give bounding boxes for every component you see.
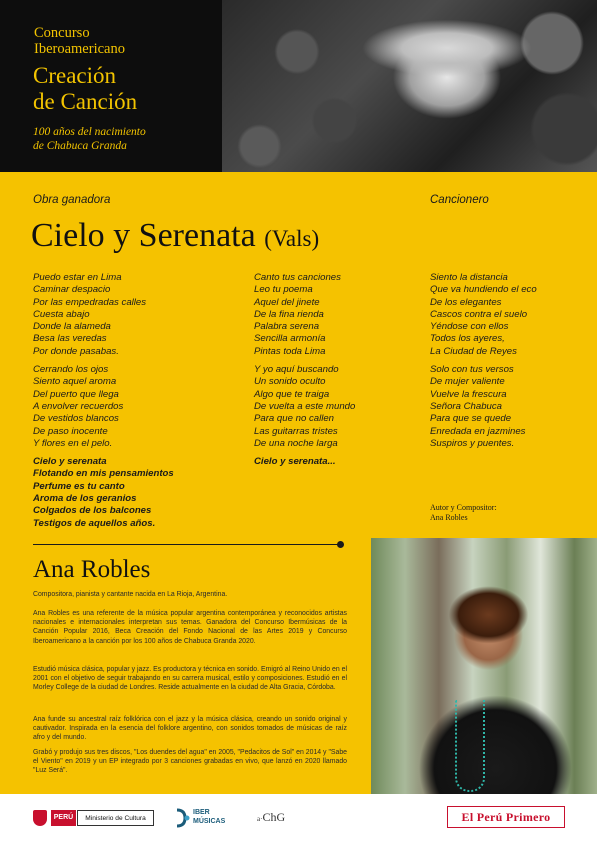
lyric-line: Cielo y serenata... bbox=[254, 456, 336, 468]
lyric-line: De la fina rienda bbox=[254, 308, 324, 320]
credit-name: Ana Robles bbox=[430, 513, 468, 522]
section-divider bbox=[33, 544, 340, 545]
lyric-line: Donde la alameda bbox=[33, 321, 111, 333]
lyric-line: Leo tu poema bbox=[254, 284, 313, 296]
lyric-line: Señora Chabuca bbox=[430, 400, 503, 412]
contest-title: Creación bbox=[33, 63, 117, 88]
lyric-line: Siento la distancia bbox=[430, 272, 508, 283]
lyric-line: Palabra serena bbox=[254, 321, 320, 333]
lyric-line: Suspiros y puentes. bbox=[430, 437, 515, 449]
chg-logo bbox=[257, 810, 285, 825]
lyric-line: Y yo aquí buscando bbox=[254, 364, 339, 376]
lyric-line: Algo que te traiga bbox=[254, 388, 330, 400]
song-title bbox=[31, 217, 319, 255]
lyric-line: La Ciudad de Reyes bbox=[430, 345, 517, 357]
lyric-line: De vestidos blancos bbox=[33, 413, 119, 425]
contest-title-2: de Canción bbox=[33, 89, 138, 114]
lyrics-column-3 bbox=[430, 272, 537, 450]
lyric-line: Aroma de los geranios bbox=[33, 493, 137, 505]
lyric-line: Besa las veredas bbox=[33, 333, 107, 345]
lyric-line: Un sonido oculto bbox=[254, 376, 326, 388]
peru-logo: PERÚ bbox=[51, 810, 76, 826]
bio-paragraph: Ana funde su ancestral raíz folklórica con el jazz y la música clásica, creando un sonido original y cautivador. Inspirada en la esencia del folklore argentino, con sonidos tomados de músicas de raíz afro y del mundo. bbox=[33, 716, 347, 742]
lyric-line: De mujer valiente bbox=[430, 376, 505, 388]
author-credit bbox=[430, 503, 497, 523]
lyric-line: A envolver recuerdos bbox=[33, 400, 124, 412]
lyric-line: Vuelve la frescura bbox=[430, 388, 507, 400]
lyric-line: Cascos contra el suelo bbox=[430, 308, 528, 320]
necklace-detail bbox=[455, 700, 485, 792]
ibermusicas-icon bbox=[175, 808, 191, 828]
lyric-line: De una noche larga bbox=[254, 437, 338, 449]
lyric-line: Pintas toda Lima bbox=[254, 345, 326, 357]
lyric-line: Siento aquel aroma bbox=[33, 376, 117, 388]
peru-shield-icon bbox=[33, 810, 47, 826]
lyric-line: Yéndose con ellos bbox=[430, 321, 509, 333]
song-genre: (Vals) bbox=[264, 226, 320, 251]
anniversary-line: 100 años del nacimiento bbox=[33, 126, 146, 138]
lyric-line: Solo con tus versos bbox=[430, 364, 514, 376]
lyric-line: Y flores en el pelo. bbox=[33, 437, 113, 449]
lyric-line: Del puerto que llega bbox=[33, 388, 119, 400]
lyric-line: Sencilla armonía bbox=[254, 333, 326, 345]
winning-work-label: Obra ganadora bbox=[33, 194, 111, 206]
artist-name: Ana Robles bbox=[33, 556, 151, 583]
lyric-line: Para que se quede bbox=[430, 413, 512, 425]
iber-text: IBER bbox=[193, 809, 210, 816]
ibermusicas-logo bbox=[193, 808, 225, 826]
lyric-line: Por las empedradas calles bbox=[33, 296, 147, 308]
anniversary-line-2: de Chabuca Granda bbox=[33, 140, 127, 152]
el-peru-primero-logo: El Perú Primero bbox=[447, 806, 565, 828]
bio-paragraph: Ana Robles es una referente de la música popular argentina contemporánea y reconocidos artistas nacionales e internacionales interpretan sus temas. Ganadora del Concurso Ibermúsicas de la Canción Popular 2016, Beca Creación del Fondo Nacional de las Artes 2019 y Concurso Iberoamericano a la canción por los 100 años de Chabuca Granda 2020. bbox=[33, 610, 347, 645]
lyric-line: Todos los ayeres, bbox=[430, 333, 505, 345]
lyric-line: Enredada en jazmines bbox=[430, 425, 526, 437]
chg-prefix: a· bbox=[257, 815, 263, 823]
bio-paragraph: Estudió música clásica, popular y jazz. Es productora y técnica en sonido. Emigró al Reino Unido en el 2001 con el objetivo de seguir trabajando en su carrera musical, estilo y composiciones. Estudió en el Morley College de la ciudad de Londres. Reside actualmente en la ciudad de Alta Gracia, Córdoba. bbox=[33, 666, 347, 692]
ministerio-cultura-logo: Ministerio de Cultura bbox=[77, 810, 154, 826]
lyric-line: Para que no callen bbox=[254, 413, 335, 425]
lyric-line: Puedo estar en Lima bbox=[33, 272, 122, 283]
lyric-line: Cielo y serenata bbox=[33, 456, 107, 468]
lyric-line: Perfume es tu canto bbox=[33, 480, 125, 492]
lyric-line: Que va hundiendo el eco bbox=[430, 284, 537, 296]
lyric-line: De los elegantes bbox=[430, 296, 502, 308]
lyric-line: Caminar despacio bbox=[33, 284, 111, 296]
lyric-line: Flotando en mis pensamientos bbox=[33, 468, 174, 480]
lyric-line: Cuesta abajo bbox=[33, 308, 90, 320]
musicas-text: MÚSICAS bbox=[193, 818, 226, 825]
bio-paragraph: Grabó y produjo sus tres discos, "Los duendes del agua" en 2005, "Pedacitos de Sol" en 2014 y "Sabe el Viento" en 2019 y un EP integrado por 3 canciones grabadas en vivo, que lanzó en 2020 llamado "Luz Será". bbox=[33, 749, 347, 775]
lyric-line: Canto tus canciones bbox=[254, 272, 341, 283]
song-title-text: Cielo y Serenata bbox=[31, 217, 256, 254]
contest-label: Concurso bbox=[34, 25, 90, 41]
lyric-line: Cerrando los ojos bbox=[33, 364, 109, 376]
lyrics-column-2 bbox=[254, 272, 355, 468]
lyric-line: Las guitarras tristes bbox=[254, 425, 338, 437]
bio-paragraph: Compositora, pianista y cantante nacida en La Rioja, Argentina. bbox=[33, 591, 228, 598]
lyric-line: Colgados de los balcones bbox=[33, 505, 152, 517]
lyric-line: Por donde pasabas. bbox=[33, 345, 119, 357]
chabuca-granda-photo bbox=[222, 0, 597, 172]
chg-text: ChG bbox=[262, 810, 286, 824]
songbook-label: Cancionero bbox=[430, 194, 489, 206]
lyric-line: De paso inocente bbox=[33, 425, 108, 437]
lyric-line: Aquel del jinete bbox=[254, 296, 320, 308]
lyrics-column-1 bbox=[33, 272, 174, 530]
lyric-line: Testigos de aquellos años. bbox=[33, 517, 156, 529]
credit-role: Autor y Compositor: bbox=[430, 503, 497, 512]
lyric-line: De vuelta a este mundo bbox=[254, 400, 356, 412]
contest-label-2: Iberoamericano bbox=[34, 41, 125, 57]
divider-dot bbox=[337, 541, 344, 548]
